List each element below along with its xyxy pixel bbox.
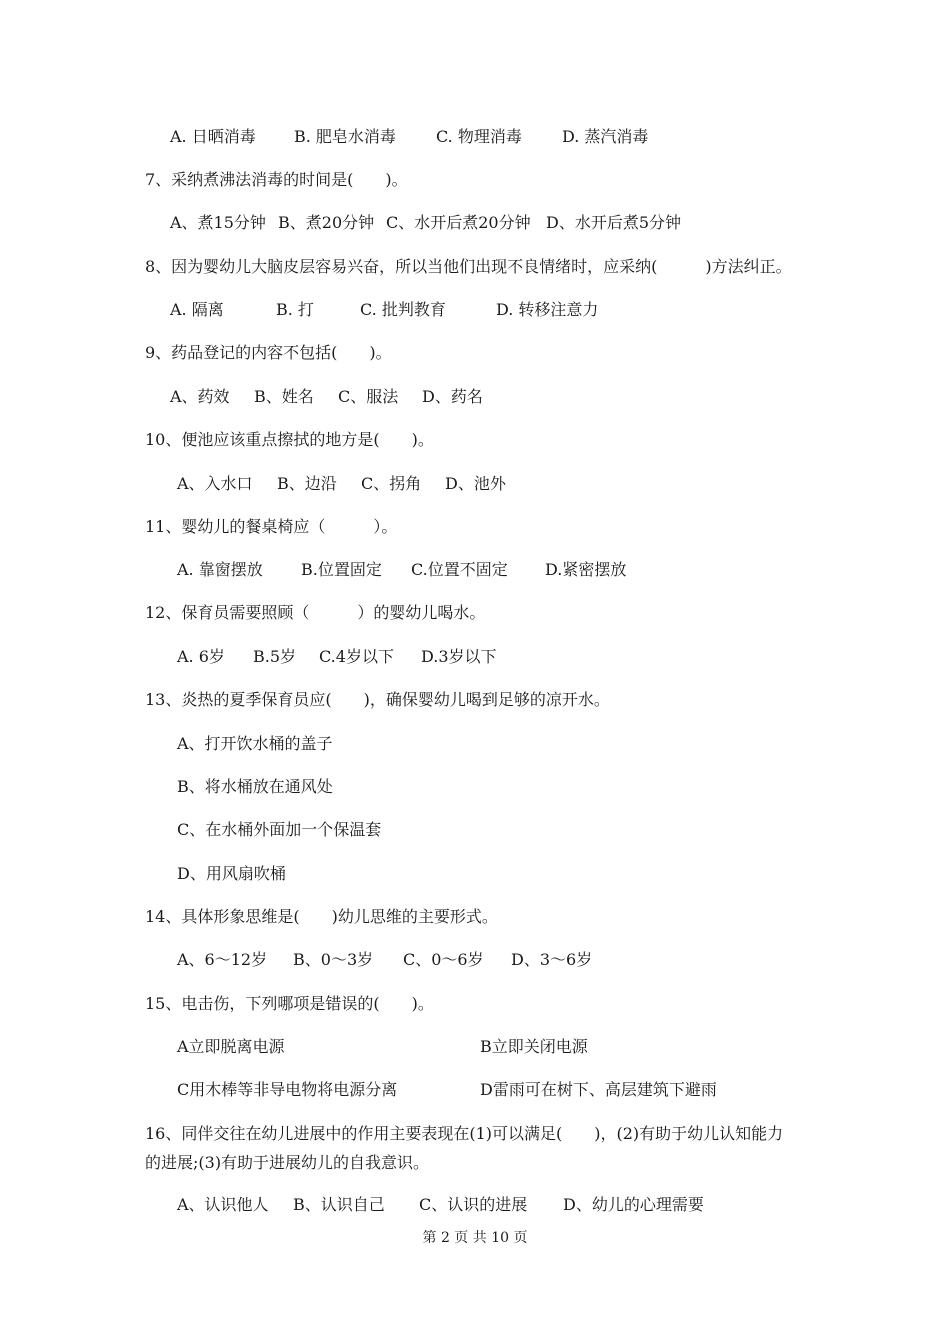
option-a: A立即脱离电源 — [177, 1037, 285, 1056]
option-d: D. 蒸汽消毒 — [562, 127, 649, 146]
option-a: A、认识他人 — [177, 1195, 269, 1214]
option-c: C、0～6岁 — [403, 950, 484, 969]
question-7-stem: 7、采纳煮沸法消毒的时间是( )。 — [145, 170, 408, 189]
option-a: A、药效 — [170, 387, 230, 406]
question-11-stem: 11、婴幼儿的餐桌椅应（ ）。 — [145, 517, 398, 536]
options-row-14 — [177, 949, 592, 971]
option-c: C. 物理消毒 — [436, 127, 522, 146]
option-a: A、打开饮水桶的盖子 — [177, 734, 333, 753]
question-9-stem: 9、药品登记的内容不包括( )。 — [145, 343, 392, 362]
option-a: A. 靠窗摆放 — [177, 560, 263, 579]
question-15-stem: 15、电击伤，下列哪项是错误的( )。 — [145, 994, 434, 1013]
question-13-stem: 13、炎热的夏季保育员应( )，确保婴幼儿喝到足够的凉开水。 — [145, 690, 610, 709]
option-c: C.位置不固定 — [411, 560, 508, 579]
option-d: D、药名 — [422, 387, 483, 406]
options-row-16 — [177, 1194, 704, 1216]
option-a: A、入水口 — [177, 474, 253, 493]
option-c: C.4岁以下 — [319, 647, 394, 666]
option-b: B、将水桶放在通风处 — [177, 777, 333, 796]
option-b: B立即关闭电源 — [480, 1037, 588, 1056]
option-b: B、认识自己 — [293, 1195, 385, 1214]
options-row-12 — [177, 646, 497, 668]
question-12-stem: 12、保育员需要照顾（ ）的婴幼儿喝水。 — [145, 603, 486, 622]
option-c: C、拐角 — [361, 474, 422, 493]
option-d: D、用风扇吹桶 — [177, 864, 286, 883]
question-16-stem-line-2: 的进展;(3)有助于进展幼儿的自我意识。 — [145, 1153, 430, 1172]
option-d: D雷雨可在树下、高层建筑下避雨 — [480, 1080, 717, 1099]
option-b: B、姓名 — [254, 387, 314, 406]
options-row-9 — [170, 386, 483, 408]
option-d: D、水开后煮5分钟 — [546, 213, 682, 232]
option-c: C、服法 — [338, 387, 399, 406]
option-c: C. 批判教育 — [360, 300, 446, 319]
options-row-11 — [177, 559, 626, 581]
option-d: D.3岁以下 — [421, 647, 497, 666]
question-10-stem: 10、便池应该重点擦拭的地方是( )。 — [145, 430, 434, 449]
option-b: B. 打 — [276, 300, 314, 319]
option-b: B. 肥皂水消毒 — [294, 127, 396, 146]
option-d: D、池外 — [445, 474, 506, 493]
option-c: C用木棒等非导电物将电源分离 — [177, 1080, 398, 1099]
option-a: A、6～12岁 — [177, 950, 268, 969]
options-row-15b — [177, 1079, 877, 1101]
option-a: A. 日晒消毒 — [170, 127, 256, 146]
options-row-8 — [170, 299, 598, 321]
question-14-stem: 14、具体形象思维是( )幼儿思维的主要形式。 — [145, 907, 498, 926]
option-b: B、0～3岁 — [293, 950, 374, 969]
option-c: C、认识的进展 — [419, 1195, 528, 1214]
option-b: B.5岁 — [253, 647, 297, 666]
option-a: A. 隔离 — [170, 300, 224, 319]
option-c: C、在水桶外面加一个保温套 — [177, 820, 382, 839]
question-8-stem: 8、因为婴幼儿大脑皮层容易兴奋，所以当他们出现不良情绪时，应采纳( )方法纠正。 — [145, 257, 792, 276]
option-a: A. 6岁 — [177, 647, 225, 666]
option-a: A、煮15分钟 — [170, 213, 266, 232]
option-d: D、3～6岁 — [511, 950, 593, 969]
option-c: C、水开后煮20分钟 — [386, 213, 531, 232]
options-row-6 — [170, 126, 648, 148]
option-b: B、边沿 — [277, 474, 337, 493]
option-d: D.紧密摆放 — [545, 560, 627, 579]
option-d: D、幼儿的心理需要 — [563, 1195, 704, 1214]
option-b: B、煮20分钟 — [278, 213, 375, 232]
options-row-7 — [170, 212, 681, 234]
option-b: B.位置固定 — [301, 560, 382, 579]
question-16-stem-line-1: 16、同伴交往在幼儿进展中的作用主要表现在(1)可以满足( )，(2)有助于幼儿认知能力 — [145, 1124, 784, 1143]
options-row-15a — [177, 1036, 877, 1058]
options-row-10 — [177, 473, 506, 495]
page-number-footer: 第 2 页 共 10 页 — [422, 1230, 528, 1246]
option-d: D. 转移注意力 — [496, 300, 599, 319]
